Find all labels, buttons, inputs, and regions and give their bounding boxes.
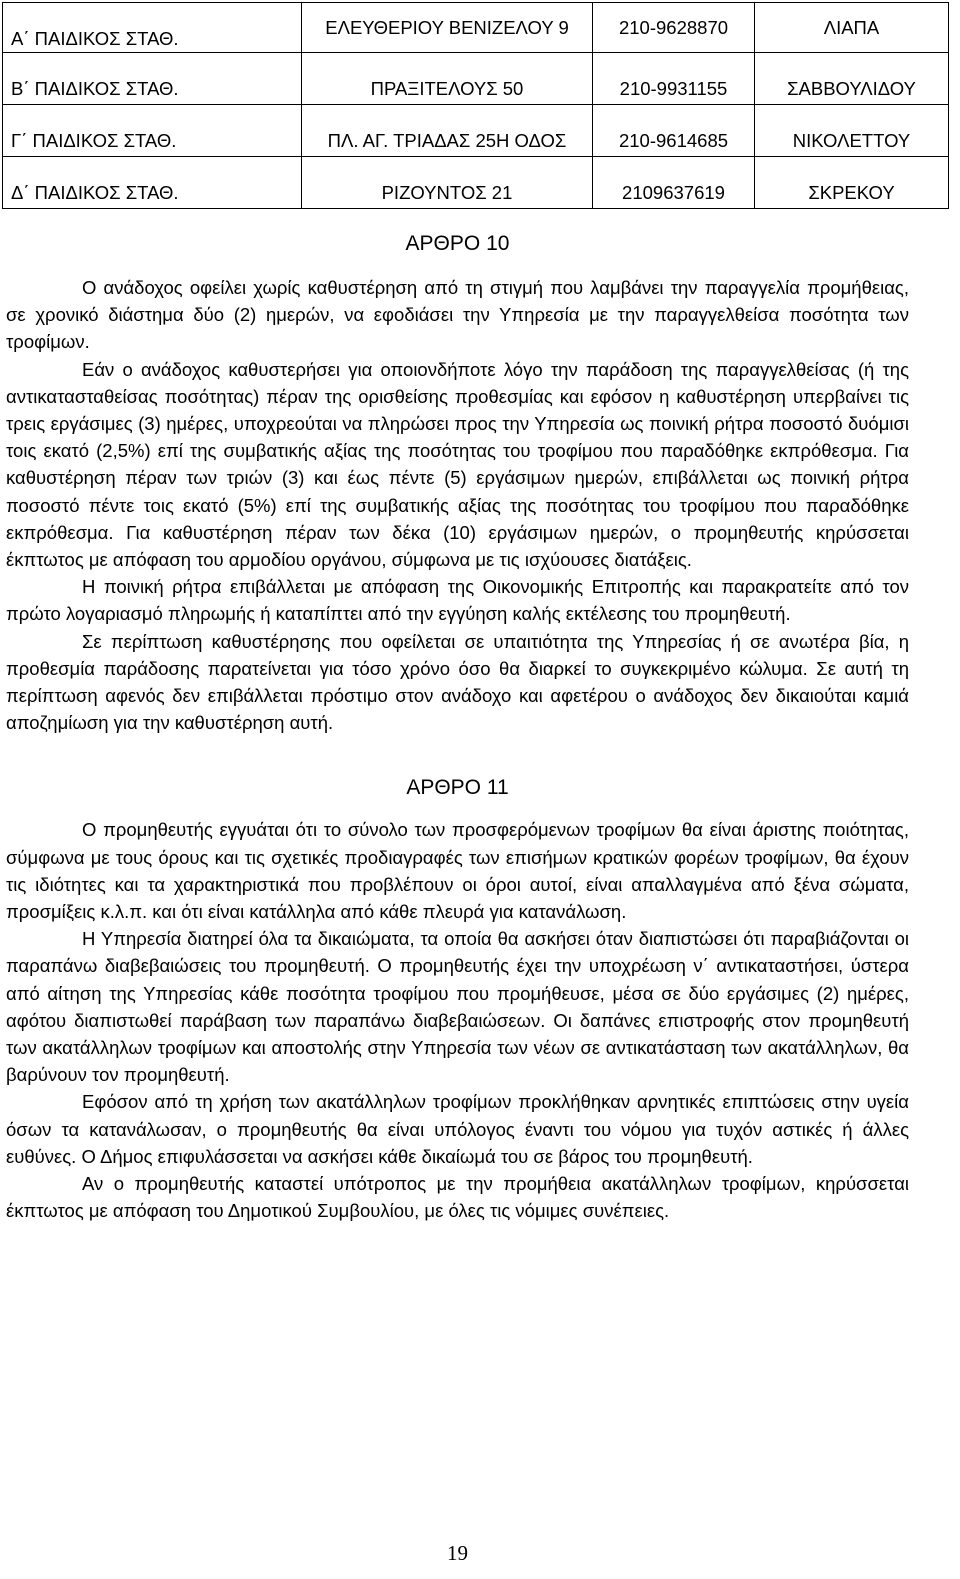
table-cell-phone: 210-9931155 [593,53,755,105]
article-10-paragraph-3: Η ποινική ρήτρα επιβάλλεται με απόφαση της Οικονομικής Επιτροπής και παρακρατείτε από τον πρώτο λογαριασμό πληρωμής ή καταπίπτει από την εγγύηση καλής εκτέλεσης του προμηθευτή. [6,576,909,625]
table-cell-contact: ΛΙΑΠΑ [755,3,949,53]
article-10-paragraph-4: Σε περίπτωση καθυστέρησης που οφείλεται σε υπαιτιότητα της Υπηρεσίας ή σε ανωτέρα βία, η προθεσμία παράδοσης παρατείνεται για τόσο χρόνο όσο θα διαρκεί το συγκεκριμένο κώλυμα. Σε αυτή τη περίπτωση αφενός δεν επιβάλλεται πρόστιμο στον ανάδοχο και αφετέρου ο ανάδοχος δεν δικαιούται καμιά αποζημίωση για την καθυστέρηση αυτή. [6,630,909,734]
article-10-title: ΑΡΘΡΟ 10 [405,232,510,255]
table-cell-name: Α΄ ΠΑΙΔΙΚΟΣ ΣΤΑΘ. [3,3,302,53]
table-cell-contact: ΣΑΒΒΟΥΛΙΔΟΥ [755,53,949,105]
contacts-table [2,2,949,209]
article-11-paragraph-2: Η Υπηρεσία διατηρεί όλα τα δικαιώματα, τα οποία θα ασκήσει όταν διαπιστώσει ότι παραβιάζονται οι παραπάνω διαβεβαιώσεις του προμηθευτή. Ο προμηθευτής έχει την υποχρέωση ν΄ αντικαταστήσει, ύστερα από αίτηση της Υπηρεσίας κάθε ποσότητα τροφίμου που προμήθευσε, μέσα σε δύο εργάσιμες (2) ημέρες, αφότου διαπιστωθεί παράβαση των παραπάνω διαβεβαιώσεων. Οι δαπάνες επιστροφής στον προμηθευτή των ακατάλληλων τροφίμων και αποστολής στην Υπηρεσία των νέων σε αντικατάσταση των ακατάλληλων, θα βαρύνουν τον προμηθευτή. [6,928,909,1086]
table-cell-address: ΠΡΑΞΙΤΕΛΟΥΣ 50 [302,53,593,105]
table-row [3,3,949,53]
table-cell-name: Γ΄ ΠΑΙΔΙΚΟΣ ΣΤΑΘ. [3,105,302,157]
table-cell-phone: 210-9614685 [593,105,755,157]
article-11-paragraph-1: Ο προμηθευτής εγγυάται ότι το σύνολο των προσφερόμενων τροφίμων θα είναι άριστης ποιότητας, σύμφωνα με τους όρους και τις σχετικές προδιαγραφές των επισήμων κρατικών φορέων τροφίμων, θα έχουν τις ιδιότητες και τα χαρακτηριστικά που προβλέπουν οι όροι αυτοί, είναι απαλλαγμένα από ξένα σώματα, προσμίξεις κ.λ.π. και ότι είναι κατάλληλα από κάθε πλευρά για κατανάλωση. [6,819,909,923]
table-cell-address: ΕΛΕΥΘΕΡΙΟΥ ΒΕΝΙΖΕΛΟΥ 9 [302,3,593,53]
table-cell-name: Δ΄ ΠΑΙΔΙΚΟΣ ΣΤΑΘ. [3,157,302,209]
article-10-paragraph-1: Ο ανάδοχος οφείλει χωρίς καθυστέρηση από τη στιγμή που λαμβάνει την παραγγελία προμήθειας, σε χρονικό διάστημα δύο (2) ημερών, να εφοδιάσει την Υπηρεσία με την παραγγελθείσα ποσότητα των τροφίμων. [6,277,909,353]
article-11-title: ΑΡΘΡΟ 11 [406,776,509,800]
table-row [3,105,949,157]
table-cell-contact: ΣΚΡΕΚΟΥ [755,157,949,209]
article-11-paragraph-3: Εφόσον από τη χρήση των ακατάλληλων τροφίμων προκλήθηκαν αρνητικές επιπτώσεις στην υγεία όσων τα κατανάλωσαν, ο προμηθευτής θα είναι υπόλογος έναντι του νόμου για τυχόν αστικές ή άλλες ευθύνες. Ο Δήμος επιφυλάσσεται να ασκήσει κάθε δικαίωμά του σε βάρος του προμηθευτή. [6,1091,909,1167]
page-number: 19 [447,1541,468,1565]
table-row [3,157,949,209]
article-11-paragraph-4: Αν ο προμηθευτής καταστεί υπότροπος με την προμήθεια ακατάλληλων τροφίμων, κηρύσσεται έκπτωτος με απόφαση του Δημοτικού Συμβουλίου, με όλες τις νόμιμες συνέπειες. [6,1173,909,1222]
table-cell-phone: 2109637619 [593,157,755,209]
document-body [6,222,909,1225]
table-cell-phone: 210-9628870 [593,3,755,53]
table-row [3,53,949,105]
table-cell-address: ΡΙΖΟΥΝΤΟΣ 21 [302,157,593,209]
table-cell-address: ΠΛ. ΑΓ. ΤΡΙΑΔΑΣ 25Η ΟΔΟΣ [302,105,593,157]
article-10-paragraph-2: Εάν ο ανάδοχος καθυστερήσει για οποιονδήποτε λόγο την παράδοση της παραγγελθείσας (ή της αντικατασταθείσας ποσότητας) πέραν της ορισθείσης προθεσμίας και εφόσον η καθυστέρηση υπερβαίνει τις τρεις εργάσιμες (3) ημέρες, υποχρεούται να πληρώσει προς την Υπηρεσία ως ποινική ρήτρα ποσοστό δυόμισι τοις εκατό (2,5%) επί της συμβατικής αξίας της ποσότητας του τροφίμου που παραδόθηκε εκπρόθεσμα. Για καθυστέρηση πέραν των τριών (3) και έως πέντε (5) εργάσιμων ημερών, επιβάλλεται ως ποινική ρήτρα ποσοστό πέντε τοις εκατό (5%) επί της συμβατικής αξίας της ποσότητας του τροφίμου που παραδόθηκε εκπρόθεσμα. Για καθυστέρηση πέραν των δέκα (10) εργάσιμων ημερών, ο προμηθευτής κηρύσσεται έκπτωτος με απόφαση του αρμοδίου οργάνου, σύμφωνα με τις ισχύουσες διατάξεις. [6,358,909,571]
table-cell-contact: ΝΙΚΟΛΕΤΤΟΥ [755,105,949,157]
table-cell-name: Β΄ ΠΑΙΔΙΚΟΣ ΣΤΑΘ. [3,53,302,105]
